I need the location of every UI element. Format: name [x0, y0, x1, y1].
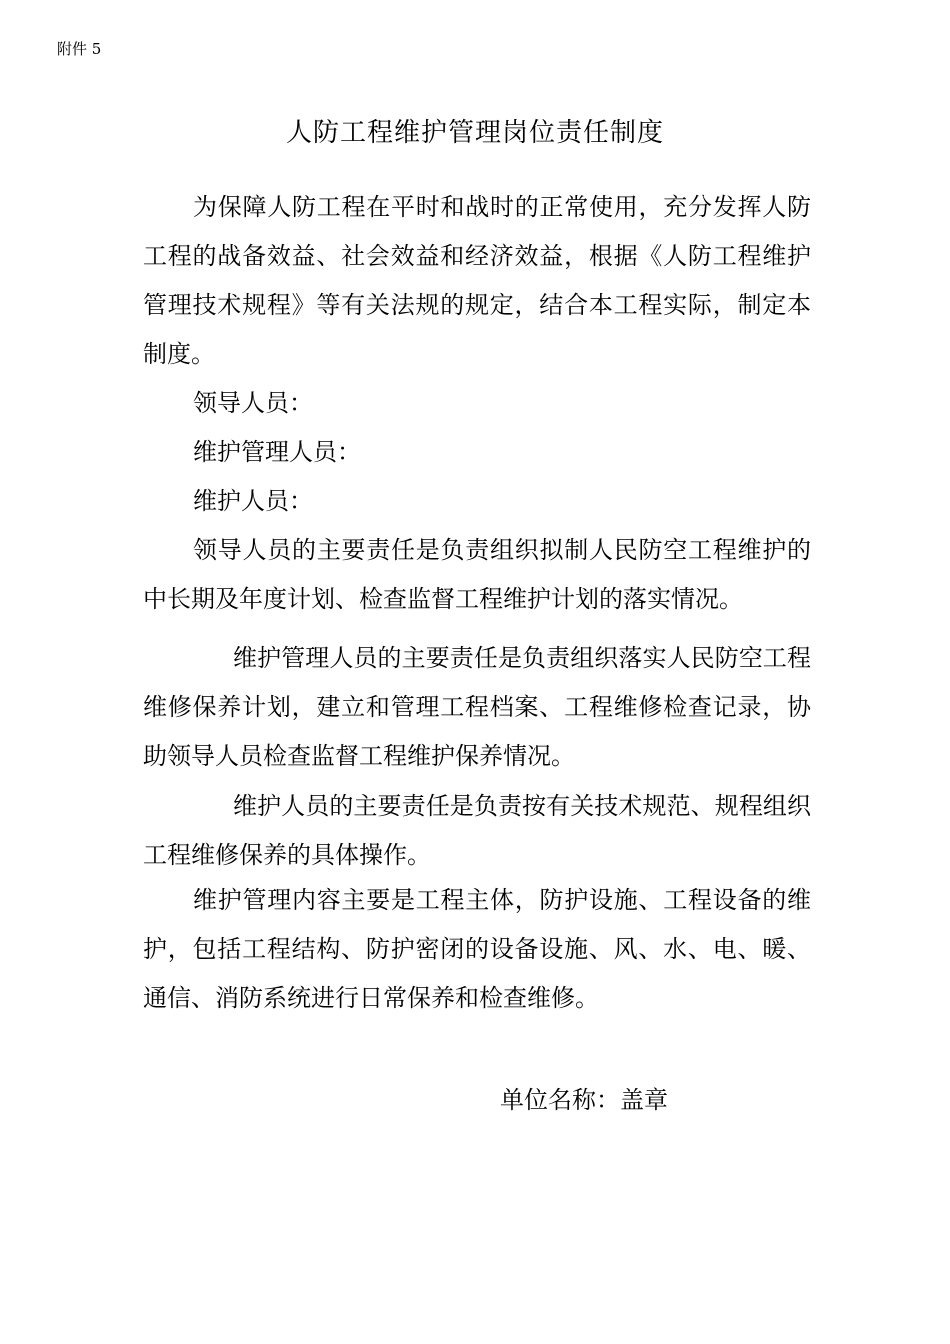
intro-paragraph: 为保障人防工程在平时和战时的正常使用，充分发挥人防工程的战备效益、社会效益和经济效益，根据《人防工程维护管理技术规程》等有关法规的规定，结合本工程实际，制定本制度。 [143, 193, 811, 368]
leader-role-line: 领导人员： [193, 389, 313, 417]
annex-label: 附件 5 [57, 40, 102, 58]
scope-paragraph: 维护管理内容主要是工程主体，防护设施、工程设备的维护，包括工程结构、防护密闭的设备设施、风、水、电、暖、通信、消防系统进行日常保养和检查维修。 [143, 886, 811, 1012]
manager-role-line: 维护管理人员： [193, 438, 361, 466]
maintainer-duty-paragraph: 维护人员的主要责任是负责按有关技术规范、规程组织工程维修保养的具体操作。 [143, 792, 811, 869]
manager-duty-paragraph: 维护管理人员的主要责任是负责组织落实人民防空工程维修保养计划，建立和管理工程档案、工程维修检查记录，协助领导人员检查监督工程维护保养情况。 [143, 644, 811, 770]
document-title: 人防工程维护管理岗位责任制度 [285, 118, 664, 148]
signature-line: 单位名称：盖章 [500, 1086, 668, 1114]
leader-duty-paragraph: 领导人员的主要责任是负责组织拟制人民防空工程维护的中长期及年度计划、检查监督工程维护计划的落实情况。 [143, 536, 811, 613]
maintainer-role-line: 维护人员： [193, 487, 313, 515]
